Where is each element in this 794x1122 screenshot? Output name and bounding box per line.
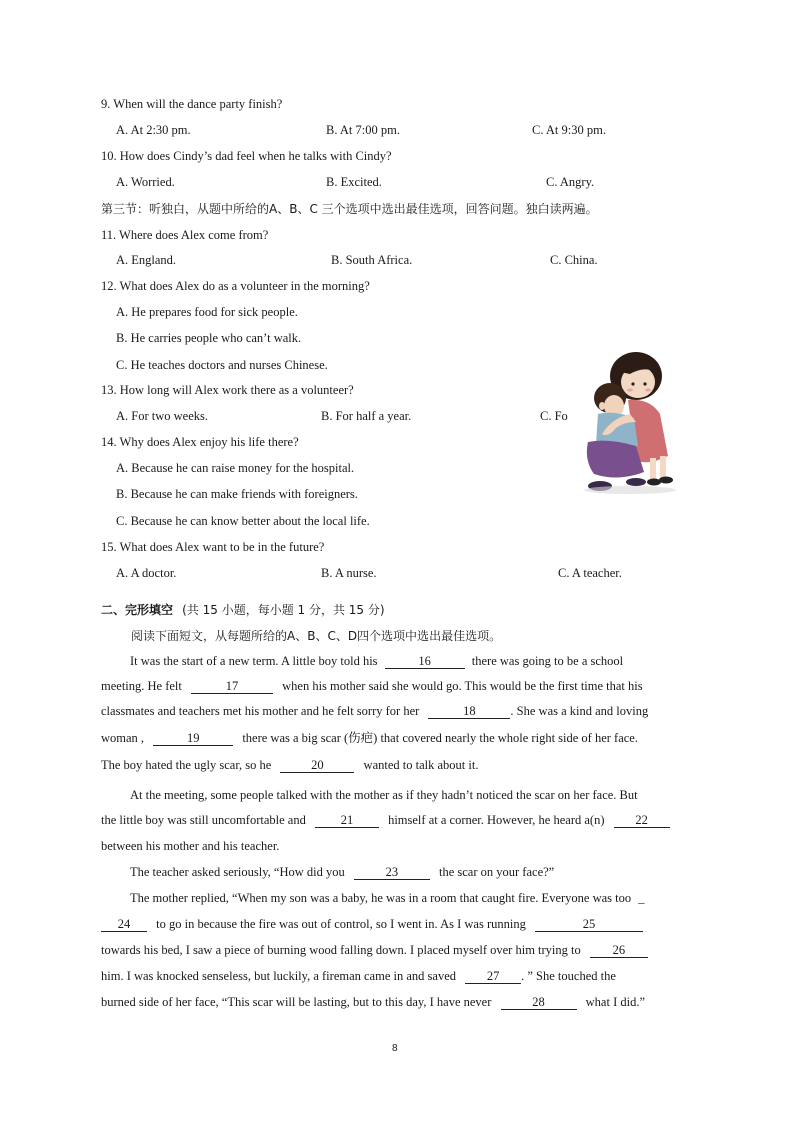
option-13a: A. For two weeks. [116, 409, 209, 423]
option-11b: B. South Africa. [331, 253, 413, 267]
passage-line: meeting. He felt 17 when his mother said she would go. This would be the first time that his [101, 679, 643, 693]
passage-line: The teacher asked seriously, “How did you 23 the scar on your face?” [130, 865, 555, 879]
passage-line: The mother replied, “When my son was a baby, he was in a room that caught fire. Everyone was too _ [130, 891, 645, 905]
option-10c: C. Angry. [546, 175, 595, 189]
passage-line: him. I was knocked senseless, but luckily, a fireman came in and saved 27 . ” She touched the [101, 969, 616, 983]
option-10b: B. Excited. [326, 175, 382, 189]
option-14c: C. Because he can know better about the local life. [116, 514, 370, 528]
option-14a: A. Because he can raise money for the hospital. [116, 461, 355, 475]
option-15b: B. A nurse. [321, 566, 377, 580]
children-hugging-illustration [578, 348, 684, 498]
section2-meta: (共 15 小题，每小题 1 分，共 15 分) [182, 603, 385, 617]
blank-18: 18 [428, 704, 510, 719]
section2-header [101, 602, 385, 618]
blank-26: 26 [590, 943, 648, 958]
question-11: 11. Where does Alex come from? [101, 228, 269, 242]
blank-22: 22 [614, 813, 670, 828]
question-14: 14. Why does Alex enjoy his life there? [101, 435, 299, 449]
page-number: 8 [392, 1043, 398, 1054]
option-12a: A. He prepares food for sick people. [116, 305, 298, 319]
option-11c: C. China. [550, 253, 598, 267]
passage-line: 24 to go in because the fire was out of control, so I went in. As I was running 25 [101, 916, 707, 932]
question-13: 13. How long will Alex work there as a volunteer? [101, 383, 354, 397]
blank-21: 21 [315, 813, 379, 828]
option-12c: C. He teaches doctors and nurses Chinese. [116, 358, 328, 372]
question-15: 15. What does Alex want to be in the future? [101, 540, 325, 554]
option-14b: B. Because he can make friends with foreigners. [116, 487, 358, 501]
passage-line: towards his bed, I saw a piece of burning wood falling down. I placed myself over him trying to 26 [101, 942, 707, 958]
passage-line: It was the start of a new term. A little boy told his 16 there was going to be a school [130, 654, 624, 668]
blank-16: 16 [385, 654, 465, 669]
question-9: 9. When will the dance party finish? [101, 97, 283, 111]
section2-title: 二、完形填空 [101, 603, 174, 617]
blank-28: 28 [501, 995, 577, 1010]
question-12: 12. What does Alex do as a volunteer in the morning? [101, 279, 370, 293]
blank-20: 20 [280, 758, 354, 773]
blank-25: 25 [535, 917, 643, 932]
option-9a: A. At 2:30 pm. [116, 123, 191, 137]
option-9b: B. At 7:00 pm. [326, 123, 400, 137]
blank-27: 27 [465, 969, 521, 984]
passage-line: burned side of her face, “This scar will be lasting, but to this day, I have never 28 what I did.” [101, 995, 645, 1009]
blank-19: 19 [153, 731, 233, 746]
passage-line: between his mother and his teacher. [101, 839, 280, 853]
blank-24: 24 [101, 917, 147, 932]
option-12b: B. He carries people who can’t walk. [116, 331, 302, 345]
option-13c: C. Fo [540, 409, 568, 423]
option-10a: A. Worried. [116, 175, 175, 189]
section2-instruction: 阅读下面短文，从每题所给的A、B、C、D四个选项中选出最佳选项。 [131, 629, 502, 643]
option-9c: C. At 9:30 pm. [532, 123, 606, 137]
option-13b: B. For half a year. [321, 409, 412, 423]
blank-23: 23 [354, 865, 430, 880]
passage-line: woman , 19 there was a big scar (伤疤) that covered nearly the whole right side of her face. [101, 731, 638, 745]
question-10: 10. How does Cindy’s dad feel when he talks with Cindy? [101, 149, 392, 163]
option-11a: A. England. [116, 253, 177, 267]
passage-line: the little boy was still uncomfortable and 21 himself at a corner. However, he heard a(n) 22 [101, 812, 707, 828]
passage-line: classmates and teachers met his mother and he felt sorry for her 18 . She was a kind and loving [101, 704, 649, 718]
passage-line: At the meeting, some people talked with the mother as if they hadn’t noticed the scar on her face. But [130, 788, 638, 802]
section3-header: 第三节：听独白，从题中所给的A、B、C 三个选项中选出最佳选项，回答问题。独白读两遍。 [101, 202, 598, 216]
option-15a: A. A doctor. [116, 566, 177, 580]
option-15c: C. A teacher. [558, 566, 622, 580]
passage-line: The boy hated the ugly scar, so he 20 wanted to talk about it. [101, 758, 479, 772]
blank-17: 17 [191, 679, 273, 694]
